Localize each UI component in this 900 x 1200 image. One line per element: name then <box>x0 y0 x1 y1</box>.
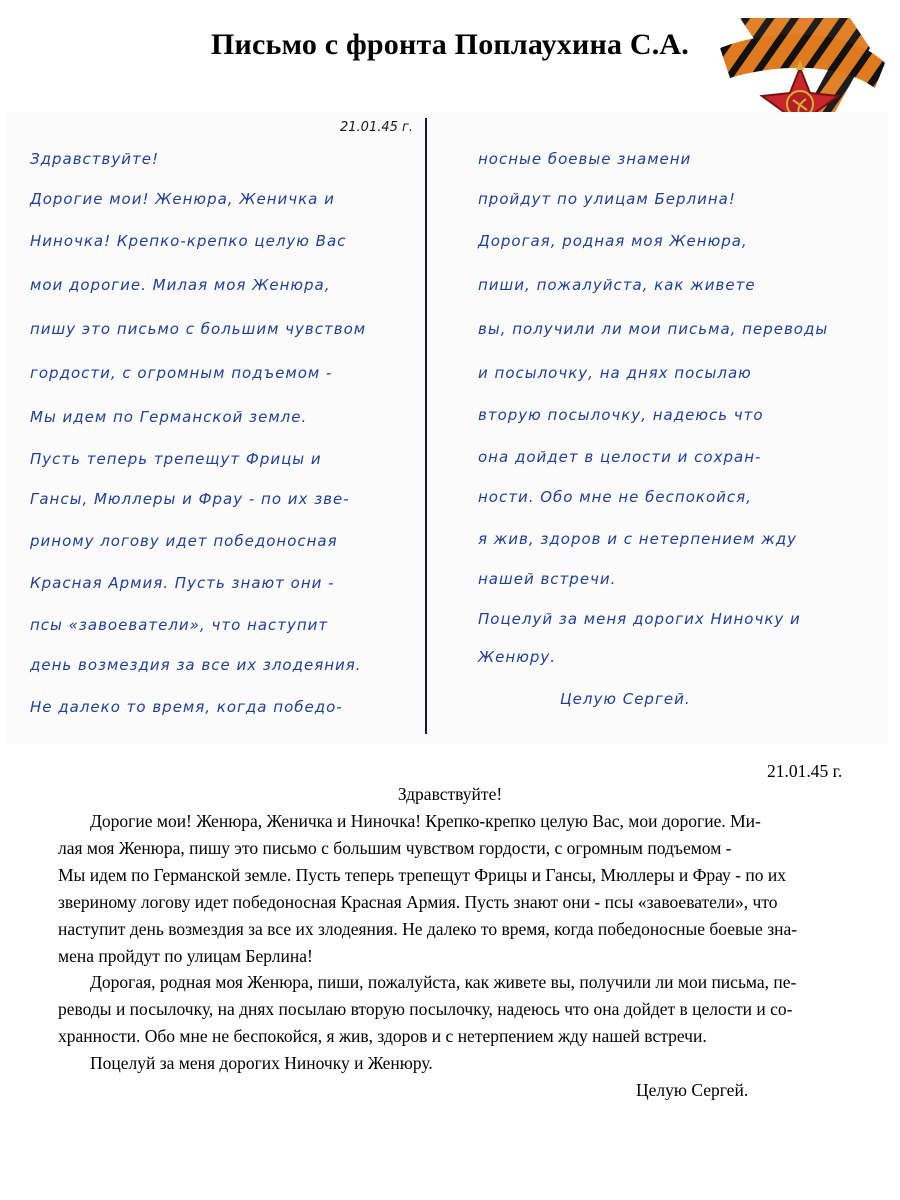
handwritten-line: Не далеко то время, когда победо- <box>30 698 343 716</box>
handwritten-line: Дорогая, родная моя Женюра, <box>478 232 748 250</box>
page-title: Письмо с фронта Поплаухина С.А. <box>210 28 689 61</box>
handwritten-line: Красная Армия. Пусть знают они - <box>30 574 335 592</box>
handwritten-line: день возмездия за все их злодеяния. <box>30 656 362 674</box>
handwritten-date: 21.01.45 г. <box>340 120 413 135</box>
handwritten-line: пиши, пожалуйста, как живете <box>478 276 756 294</box>
typed-signature: Целую Сергей. <box>636 1080 749 1100</box>
handwritten-line: носные боевые знамени <box>478 150 692 168</box>
handwritten-line: пишу это письмо с большим чувством <box>30 320 367 338</box>
typed-line: реводы и посылочку, на днях посылаю вторую посылочку, надеюсь что она дойдет в целости и со- <box>58 999 793 1019</box>
handwritten-line: Гансы, Мюллеры и Фрау - по их зве- <box>30 490 350 508</box>
handwritten-line: риному логову идет победоносная <box>30 532 338 550</box>
handwritten-line: она дойдет в целости и сохран- <box>478 448 762 466</box>
typed-date: 21.01.45 г. <box>767 761 843 781</box>
typed-line: мена пройдут по улицам Берлина! <box>58 946 313 966</box>
handwritten-line: пройдут по улицам Берлина! <box>478 190 736 208</box>
handwritten-line: я жив, здоров и с нетерпением жду <box>478 530 797 548</box>
handwritten-line: Поцелуй за меня дорогих Ниночку и <box>478 610 801 628</box>
typed-line: Поцелуй за меня дорогих Ниночку и Женюру. <box>90 1053 433 1073</box>
handwritten-line: Пусть теперь трепещут Фрицы и <box>30 450 322 468</box>
handwritten-line: Ниночка! Крепко-крепко целую Вас <box>30 232 347 250</box>
typed-line: звериному логову идет победоносная Красная Армия. Пусть знают они - псы «завоеватели», что <box>58 892 778 912</box>
typed-greeting: Здравствуйте! <box>397 784 503 804</box>
typed-line: наступит день возмездия за все их злодеяния. Не далеко то время, когда победоносные боевые зна- <box>58 919 798 939</box>
handwritten-signature: Целую Сергей. <box>560 690 691 708</box>
typed-line: Дорогая, родная моя Женюра, пиши, пожалуйста, как живете вы, получили ли мои письма, пе- <box>90 972 797 992</box>
handwritten-line: Мы идем по Германской земле. <box>30 408 308 426</box>
typed-line: Дорогие мои! Женюра, Женичка и Ниночка! Крепко-крепко целую Вас, мои дорогие. Ми- <box>90 811 761 831</box>
handwritten-line: Здравствуйте! <box>30 150 159 168</box>
handwritten-line: и посылочку, на днях посылаю <box>478 364 752 382</box>
typed-line: лая моя Женюра, пишу это письмо с большим чувством гордости, с огромным подъемом - <box>58 838 732 858</box>
handwritten-line: вы, получили ли мои письма, переводы <box>478 320 829 338</box>
handwritten-line: ности. Обо мне не беспокойся, <box>478 488 752 506</box>
handwritten-line: Женюру. <box>478 648 556 666</box>
page-fold-divider <box>425 118 427 734</box>
typed-line: хранности. Обо мне не беспокойся, я жив, здоров и с нетерпением жду нашей встречи. <box>58 1026 707 1046</box>
handwritten-line: Дорогие мои! Женюра, Женичка и <box>30 190 335 208</box>
handwritten-line: гордости, с огромным подъемом - <box>30 364 333 382</box>
handwritten-line: вторую посылочку, надеюсь что <box>478 406 764 424</box>
handwritten-line: мои дорогие. Милая моя Женюра, <box>30 276 331 294</box>
handwritten-line: нашей встречи. <box>478 570 617 588</box>
typed-line: Мы идем по Германской земле. Пусть теперь трепещут Фрицы и Гансы, Мюллеры и Фрау - по их <box>58 865 786 885</box>
handwritten-line: псы «завоеватели», что наступит <box>30 616 329 634</box>
